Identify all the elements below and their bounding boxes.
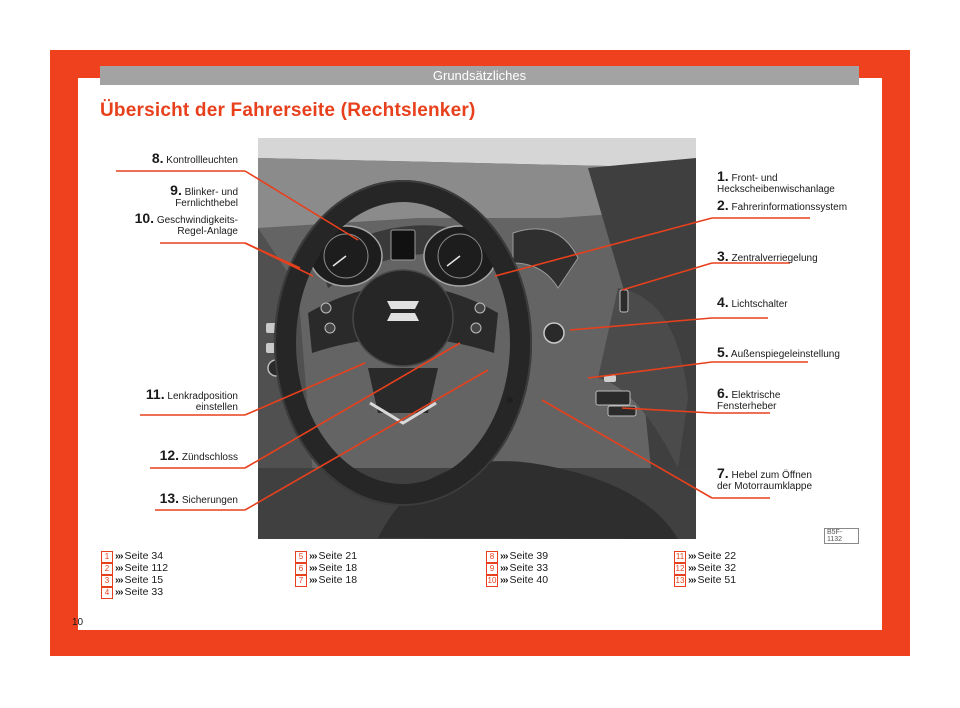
section-header: Grundsätzliches <box>100 66 859 85</box>
reference-11[interactable]: 11 ››› Seite 22 <box>675 550 737 562</box>
reference-2[interactable]: 2 ››› Seite 112 <box>101 563 168 575</box>
leader-13 <box>245 370 488 510</box>
reference-column-3 <box>486 551 548 587</box>
callout-13: 13. Sicherungen <box>159 490 238 506</box>
callout-8: 8. Kontrollleuchten <box>151 150 238 166</box>
leader-3 <box>622 263 712 290</box>
callout-10: 10. Geschwindigkeits- Regel-Anlage <box>134 210 238 237</box>
callout-11: 11. Lenkradposition einstellen <box>145 386 238 413</box>
figure-code: B5F-1132 <box>824 528 859 544</box>
reference-6[interactable]: 6 ››› Seite 18 <box>295 563 357 575</box>
leader-5 <box>588 362 712 378</box>
leader-11 <box>245 363 365 415</box>
leader-1-2 <box>495 218 712 276</box>
leader-4 <box>570 318 712 330</box>
reference-8[interactable]: 8 ››› Seite 39 <box>486 551 548 563</box>
callout-12: 12. Zündschloss <box>159 447 238 463</box>
reference-12[interactable]: 12 ››› Seite 32 <box>675 562 737 574</box>
callout-3: 3. Zentralverriegelung <box>717 248 818 264</box>
callout-6: 6. Elektrische Fensterheber <box>717 385 781 412</box>
callout-1: 1. Front- und Heckscheibenwischanlage <box>717 168 835 195</box>
reference-7[interactable]: 7 ››› Seite 18 <box>295 575 357 587</box>
callout-2: 2. Fahrerinformationssystem <box>717 197 848 213</box>
leader-7 <box>542 400 712 498</box>
page-title: Übersicht der Fahrerseite (Rechtslenker) <box>100 100 476 121</box>
leader-8 <box>245 171 358 240</box>
page-number: 10 <box>72 617 84 628</box>
reference-5[interactable]: 5 ››› Seite 21 <box>295 551 357 563</box>
callout-9: 9. Blinker- und Fernlichthebel <box>170 182 238 209</box>
reference-column-4 <box>674 551 736 587</box>
reference-4[interactable]: 4 ››› Seite 33 <box>101 587 168 599</box>
reference-column-1 <box>101 551 168 599</box>
callout-5: 5. Außenspiegeleinstellung <box>717 344 840 360</box>
leader-10 <box>245 243 300 268</box>
reference-9[interactable]: 9 ››› Seite 33 <box>486 563 548 575</box>
reference-10[interactable]: 10 ››› Seite 40 <box>487 574 549 586</box>
callout-7: 7. Hebel zum Öffnen der Motorraumklappe <box>717 465 813 492</box>
callout-4: 4. Lichtschalter <box>717 294 788 310</box>
reference-1[interactable]: 1 ››› Seite 34 <box>101 551 168 563</box>
reference-3[interactable]: 3 ››› Seite 15 <box>101 575 168 587</box>
leader-6 <box>622 408 712 413</box>
reference-column-2 <box>295 551 357 587</box>
cockpit-figure <box>100 138 859 543</box>
reference-13[interactable]: 13 ››› Seite 51 <box>675 574 737 586</box>
